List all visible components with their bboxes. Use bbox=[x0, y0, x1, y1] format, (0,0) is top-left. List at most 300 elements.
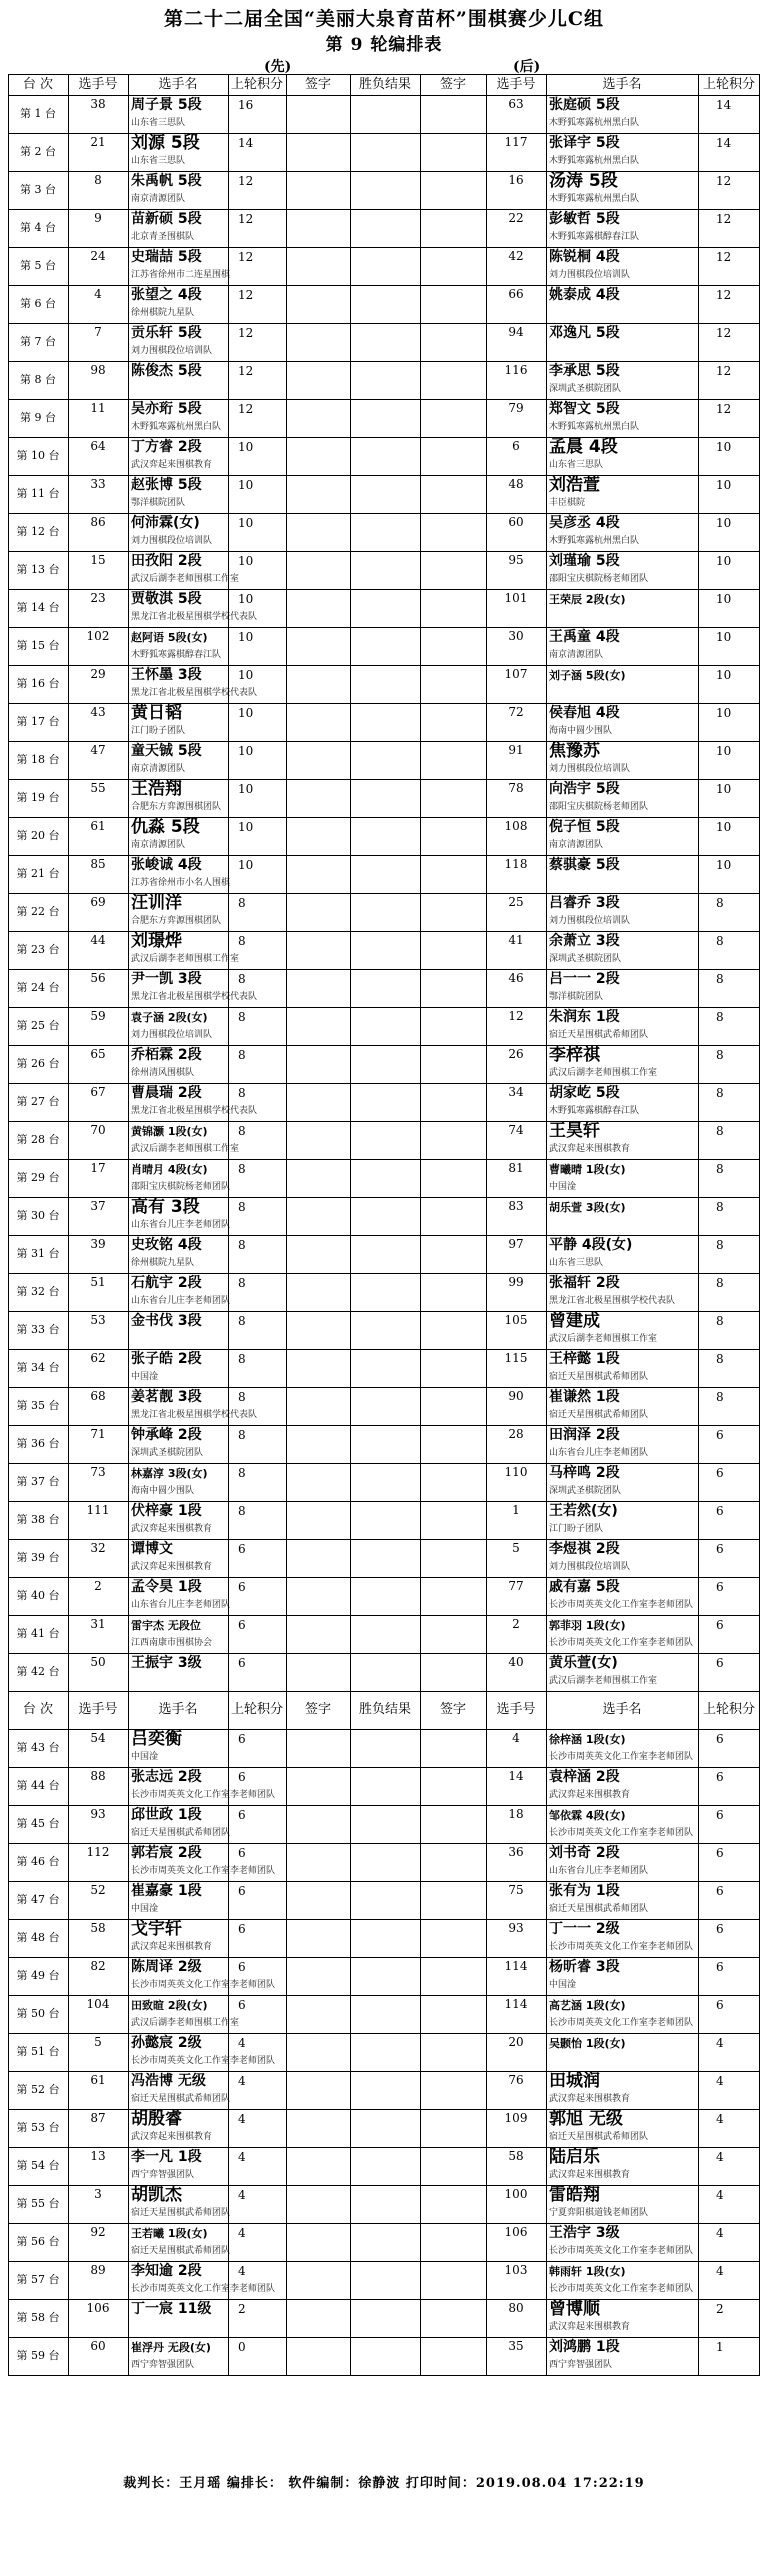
right-signature-box[interactable] bbox=[420, 2223, 486, 2261]
left-player-number: 69 bbox=[90, 895, 106, 909]
right-player-team: 木野狐寒露杭州黑白队 bbox=[549, 194, 640, 204]
left-signature-box[interactable] bbox=[286, 1463, 350, 1501]
left-player-name: 冯浩博 无级 bbox=[131, 2073, 206, 2089]
result-box[interactable] bbox=[350, 1235, 420, 1273]
right-signature-box[interactable] bbox=[420, 475, 486, 513]
left-last-score: 14 bbox=[238, 136, 254, 150]
right-signature-box[interactable] bbox=[420, 627, 486, 665]
right-player-team: 武汉后湖李老师围棋工作室 bbox=[549, 1334, 658, 1344]
left-signature-box[interactable] bbox=[286, 399, 350, 437]
result-box[interactable] bbox=[350, 171, 420, 209]
board-number: 第 23 台 bbox=[16, 943, 60, 956]
left-signature-box[interactable] bbox=[286, 893, 350, 931]
right-signature-box[interactable] bbox=[420, 133, 486, 171]
left-signature-box[interactable] bbox=[286, 475, 350, 513]
right-player-team: 武汉弈起来围棋教育 bbox=[549, 2170, 631, 2180]
result-box[interactable] bbox=[350, 209, 420, 247]
result-box[interactable] bbox=[350, 893, 420, 931]
left-signature-box[interactable] bbox=[286, 361, 350, 399]
left-player-number: 39 bbox=[90, 1237, 106, 1251]
left-signature-box[interactable] bbox=[286, 1767, 350, 1805]
right-signature-box[interactable] bbox=[420, 1957, 486, 1995]
result-box[interactable] bbox=[350, 1121, 420, 1159]
result-box[interactable] bbox=[350, 779, 420, 817]
left-player-name: 胡凯杰 bbox=[131, 2185, 182, 2205]
left-player-name: 石航宇 2段 bbox=[131, 1275, 202, 1291]
right-signature-box[interactable] bbox=[420, 779, 486, 817]
right-signature-box[interactable] bbox=[420, 437, 486, 475]
left-last-score: 10 bbox=[238, 478, 254, 492]
left-signature-box[interactable] bbox=[286, 1729, 350, 1767]
left-signature-box[interactable] bbox=[286, 1501, 350, 1539]
left-signature-box[interactable] bbox=[286, 1539, 350, 1577]
left-player-name: 黄锦灏 1段(女) bbox=[131, 1125, 208, 1138]
right-signature-box[interactable] bbox=[420, 323, 486, 361]
right-signature-box[interactable] bbox=[420, 247, 486, 285]
left-signature-box[interactable] bbox=[286, 1235, 350, 1273]
right-signature-box[interactable] bbox=[420, 399, 486, 437]
left-player-name: 贾敬淇 5段 bbox=[131, 591, 202, 607]
left-player-name: 周子景 5段 bbox=[131, 97, 202, 113]
left-player-number: 38 bbox=[90, 97, 106, 111]
left-player-name: 赵阿语 5段(女) bbox=[131, 631, 208, 644]
left-signature-box[interactable] bbox=[286, 95, 350, 133]
right-signature-box[interactable] bbox=[420, 1273, 486, 1311]
right-player-team: 长沙市周英英文化工作室李老师团队 bbox=[549, 1600, 694, 1610]
right-signature-box[interactable] bbox=[420, 209, 486, 247]
left-signature-box[interactable] bbox=[286, 1197, 350, 1235]
result-box[interactable] bbox=[350, 1273, 420, 1311]
left-signature-box[interactable] bbox=[286, 513, 350, 551]
right-player-team: 山东省三思队 bbox=[549, 460, 604, 470]
left-player-number: 23 bbox=[90, 591, 106, 605]
result-box[interactable] bbox=[350, 1729, 420, 1767]
right-player-name: 雷皓翔 bbox=[549, 2185, 600, 2205]
right-signature-box[interactable] bbox=[420, 1197, 486, 1235]
left-signature-box[interactable] bbox=[286, 1311, 350, 1349]
left-signature-box[interactable] bbox=[286, 1121, 350, 1159]
left-player-team: 木野狐寒露杭州黑白队 bbox=[131, 422, 222, 432]
left-player-name: 陈周译 2级 bbox=[131, 1959, 202, 1975]
right-signature-box[interactable] bbox=[420, 1881, 486, 1919]
board-number: 第 17 台 bbox=[16, 715, 60, 728]
result-box[interactable] bbox=[350, 2109, 420, 2147]
left-last-score: 6 bbox=[238, 1656, 246, 1670]
header-sign: 签字 bbox=[304, 77, 331, 92]
right-signature-box[interactable] bbox=[420, 1501, 486, 1539]
left-signature-box[interactable] bbox=[286, 1273, 350, 1311]
right-signature-box[interactable] bbox=[420, 817, 486, 855]
right-signature-box[interactable] bbox=[420, 551, 486, 589]
result-box[interactable] bbox=[350, 1083, 420, 1121]
result-box[interactable] bbox=[350, 1045, 420, 1083]
right-player-name: 李承思 5段 bbox=[549, 363, 620, 379]
right-player-number: 18 bbox=[508, 1807, 524, 1821]
result-box[interactable] bbox=[350, 1957, 420, 1995]
left-player-name: 乔栢霖 2段 bbox=[131, 1047, 202, 1063]
left-signature-box[interactable] bbox=[286, 627, 350, 665]
left-player-team: 长沙市周英英文化工作室李老师团队 bbox=[131, 2284, 276, 2294]
result-box[interactable] bbox=[350, 361, 420, 399]
result-box[interactable] bbox=[350, 2337, 420, 2375]
left-signature-box[interactable] bbox=[286, 589, 350, 627]
right-player-team: 长沙市周英英文化工作室李老师团队 bbox=[549, 1638, 694, 1648]
board-number: 第 49 台 bbox=[16, 1969, 60, 1982]
right-signature-box[interactable] bbox=[420, 2261, 486, 2299]
left-signature-box[interactable] bbox=[286, 1957, 350, 1995]
right-signature-box[interactable] bbox=[420, 1083, 486, 1121]
right-last-score: 12 bbox=[716, 402, 732, 416]
right-signature-box[interactable] bbox=[420, 1045, 486, 1083]
left-signature-box[interactable] bbox=[286, 171, 350, 209]
right-signature-box[interactable] bbox=[420, 1767, 486, 1805]
left-signature-box[interactable] bbox=[286, 2147, 350, 2185]
result-box[interactable] bbox=[350, 2033, 420, 2071]
right-player-number: 78 bbox=[508, 781, 524, 795]
right-signature-box[interactable] bbox=[420, 2185, 486, 2223]
result-box[interactable] bbox=[350, 817, 420, 855]
right-signature-box[interactable] bbox=[420, 513, 486, 551]
result-box[interactable] bbox=[350, 133, 420, 171]
result-box[interactable] bbox=[350, 475, 420, 513]
right-player-team bbox=[549, 308, 697, 320]
left-player-team: 山东省台儿庄李老师团队 bbox=[131, 1220, 231, 1230]
board-number: 第 27 台 bbox=[16, 1095, 60, 1108]
right-player-number: 41 bbox=[508, 933, 524, 947]
board-number: 第 25 台 bbox=[16, 1019, 60, 1032]
left-player-number: 92 bbox=[90, 2225, 106, 2239]
right-last-score: 10 bbox=[716, 782, 732, 796]
left-signature-box[interactable] bbox=[286, 133, 350, 171]
left-signature-box[interactable] bbox=[286, 703, 350, 741]
right-signature-box[interactable] bbox=[420, 1539, 486, 1577]
right-signature-box[interactable] bbox=[420, 1919, 486, 1957]
left-player-number: 87 bbox=[90, 2111, 106, 2125]
result-box[interactable] bbox=[350, 247, 420, 285]
left-player-name: 李一凡 1段 bbox=[131, 2149, 202, 2165]
right-signature-box[interactable] bbox=[420, 1387, 486, 1425]
right-player-team bbox=[549, 878, 697, 890]
left-last-score: 8 bbox=[238, 1048, 246, 1062]
right-player-number: 99 bbox=[508, 1275, 524, 1289]
result-box[interactable] bbox=[350, 1653, 420, 1691]
left-player-name: 王浩翔 bbox=[131, 779, 182, 799]
result-box[interactable] bbox=[350, 1349, 420, 1387]
left-signature-box[interactable] bbox=[286, 1387, 350, 1425]
result-box[interactable] bbox=[350, 285, 420, 323]
left-signature-box[interactable] bbox=[286, 247, 350, 285]
left-signature-box[interactable] bbox=[286, 2261, 350, 2299]
result-box[interactable] bbox=[350, 1767, 420, 1805]
right-signature-box[interactable] bbox=[420, 1425, 486, 1463]
board-number: 第 44 台 bbox=[16, 1779, 60, 1792]
right-player-team: 武汉后湖李老师围棋工作室 bbox=[549, 1676, 658, 1686]
column-separator bbox=[759, 74, 760, 2375]
left-signature-box[interactable] bbox=[286, 1881, 350, 1919]
right-signature-box[interactable] bbox=[420, 2147, 486, 2185]
left-signature-box[interactable] bbox=[286, 1995, 350, 2033]
right-signature-box[interactable] bbox=[420, 589, 486, 627]
result-box[interactable] bbox=[350, 399, 420, 437]
left-last-score: 12 bbox=[238, 364, 254, 378]
left-signature-box[interactable] bbox=[286, 285, 350, 323]
result-box[interactable] bbox=[350, 2299, 420, 2337]
left-signature-box[interactable] bbox=[286, 2299, 350, 2337]
result-box[interactable] bbox=[350, 1577, 420, 1615]
left-signature-box[interactable] bbox=[286, 551, 350, 589]
right-last-score: 12 bbox=[716, 212, 732, 226]
right-player-team: 西宁弈智强团队 bbox=[549, 2360, 613, 2370]
result-box[interactable] bbox=[350, 1311, 420, 1349]
result-box[interactable] bbox=[350, 1843, 420, 1881]
result-box[interactable] bbox=[350, 1805, 420, 1843]
result-box[interactable] bbox=[350, 323, 420, 361]
board-number: 第 5 台 bbox=[20, 259, 56, 272]
left-signature-box[interactable] bbox=[286, 931, 350, 969]
right-player-number: 72 bbox=[508, 705, 524, 719]
result-box[interactable] bbox=[350, 1387, 420, 1425]
result-box[interactable] bbox=[350, 931, 420, 969]
left-signature-box[interactable] bbox=[286, 209, 350, 247]
right-player-name: 刘书奇 2段 bbox=[549, 1845, 620, 1861]
right-last-score: 1 bbox=[716, 2340, 724, 2354]
right-player-team: 宁夏弈阳棋道钱老师团队 bbox=[549, 2208, 649, 2218]
right-player-name: 李煜祺 2段 bbox=[549, 1541, 620, 1557]
right-signature-box[interactable] bbox=[420, 665, 486, 703]
result-box[interactable] bbox=[350, 1425, 420, 1463]
board-number: 第 1 台 bbox=[20, 107, 56, 120]
right-player-name: 邓逸凡 5段 bbox=[549, 325, 620, 341]
left-player-number: 104 bbox=[86, 1997, 110, 2011]
right-signature-box[interactable] bbox=[420, 1577, 486, 1615]
right-last-score: 6 bbox=[716, 1922, 724, 1936]
left-signature-box[interactable] bbox=[286, 1349, 350, 1387]
result-box[interactable] bbox=[350, 1007, 420, 1045]
result-box[interactable] bbox=[350, 2261, 420, 2299]
right-signature-box[interactable] bbox=[420, 2071, 486, 2109]
left-signature-box[interactable] bbox=[286, 437, 350, 475]
result-box[interactable] bbox=[350, 1197, 420, 1235]
result-box[interactable] bbox=[350, 1881, 420, 1919]
right-signature-box[interactable] bbox=[420, 969, 486, 1007]
right-signature-box[interactable] bbox=[420, 1235, 486, 1273]
board-number: 第 16 台 bbox=[16, 677, 60, 690]
result-box[interactable] bbox=[350, 589, 420, 627]
repeat-header-player-name: 选手名 bbox=[602, 1702, 642, 1717]
right-last-score: 6 bbox=[716, 1732, 724, 1746]
right-player-name: 韩雨轩 1段(女) bbox=[549, 2265, 626, 2278]
right-player-name: 彭敏哲 5段 bbox=[549, 211, 620, 227]
right-signature-box[interactable] bbox=[420, 703, 486, 741]
left-signature-box[interactable] bbox=[286, 1577, 350, 1615]
left-signature-box[interactable] bbox=[286, 1045, 350, 1083]
right-last-score: 12 bbox=[716, 364, 732, 378]
left-player-number: 44 bbox=[90, 933, 106, 947]
left-last-score: 6 bbox=[238, 1732, 246, 1746]
left-player-team: 南京清源团队 bbox=[131, 194, 186, 204]
right-signature-box[interactable] bbox=[420, 855, 486, 893]
result-box[interactable] bbox=[350, 1539, 420, 1577]
left-signature-box[interactable] bbox=[286, 2033, 350, 2071]
right-signature-box[interactable] bbox=[420, 1159, 486, 1197]
left-player-name: 钟承峰 2段 bbox=[131, 1427, 202, 1443]
right-player-team: 邵阳宝庆棋院杨老师团队 bbox=[549, 802, 649, 812]
result-box[interactable] bbox=[350, 2147, 420, 2185]
result-box[interactable] bbox=[350, 1501, 420, 1539]
board-number: 第 30 台 bbox=[16, 1209, 60, 1222]
right-player-name: 王昊轩 bbox=[549, 1121, 600, 1141]
left-signature-box[interactable] bbox=[286, 1653, 350, 1691]
left-player-number: 52 bbox=[90, 1883, 106, 1897]
left-signature-box[interactable] bbox=[286, 1615, 350, 1653]
right-last-score: 4 bbox=[716, 2112, 724, 2126]
right-signature-box[interactable] bbox=[420, 1805, 486, 1843]
result-box[interactable] bbox=[350, 1919, 420, 1957]
right-signature-box[interactable] bbox=[420, 361, 486, 399]
left-signature-box[interactable] bbox=[286, 1159, 350, 1197]
left-player-team: 中国淦 bbox=[131, 1752, 159, 1762]
right-signature-box[interactable] bbox=[420, 1615, 486, 1653]
result-box[interactable] bbox=[350, 1159, 420, 1197]
right-signature-box[interactable] bbox=[420, 1121, 486, 1159]
left-last-score: 10 bbox=[238, 668, 254, 682]
right-signature-box[interactable] bbox=[420, 2033, 486, 2071]
result-box[interactable] bbox=[350, 627, 420, 665]
result-box[interactable] bbox=[350, 437, 420, 475]
left-signature-box[interactable] bbox=[286, 1083, 350, 1121]
result-box[interactable] bbox=[350, 2223, 420, 2261]
left-last-score: 4 bbox=[238, 2074, 246, 2088]
left-signature-box[interactable] bbox=[286, 1007, 350, 1045]
result-box[interactable] bbox=[350, 1463, 420, 1501]
board-number: 第 36 台 bbox=[16, 1437, 60, 1450]
right-signature-box[interactable] bbox=[420, 1653, 486, 1691]
board-number: 第 59 台 bbox=[16, 2349, 60, 2362]
result-box[interactable] bbox=[350, 1615, 420, 1653]
board-number: 第 2 台 bbox=[20, 145, 56, 158]
right-signature-box[interactable] bbox=[420, 1995, 486, 2033]
left-player-number: 11 bbox=[90, 401, 106, 415]
result-box[interactable] bbox=[350, 513, 420, 551]
right-signature-box[interactable] bbox=[420, 1007, 486, 1045]
left-signature-box[interactable] bbox=[286, 969, 350, 1007]
board-number: 第 47 台 bbox=[16, 1893, 60, 1906]
right-signature-box[interactable] bbox=[420, 171, 486, 209]
right-signature-box[interactable] bbox=[420, 2109, 486, 2147]
right-player-number: 30 bbox=[508, 629, 524, 643]
left-signature-box[interactable] bbox=[286, 1805, 350, 1843]
right-player-name: 侯春旭 4段 bbox=[549, 705, 620, 721]
board-number: 第 6 台 bbox=[20, 297, 56, 310]
result-box[interactable] bbox=[350, 2071, 420, 2109]
right-player-number: 5 bbox=[512, 1541, 520, 1555]
left-signature-box[interactable] bbox=[286, 741, 350, 779]
right-signature-box[interactable] bbox=[420, 1729, 486, 1767]
board-number: 第 53 台 bbox=[16, 2121, 60, 2134]
left-signature-box[interactable] bbox=[286, 2185, 350, 2223]
right-signature-box[interactable] bbox=[420, 2299, 486, 2337]
right-signature-box[interactable] bbox=[420, 931, 486, 969]
right-player-number: 75 bbox=[508, 1883, 524, 1897]
left-last-score: 8 bbox=[238, 1428, 246, 1442]
left-signature-box[interactable] bbox=[286, 2337, 350, 2375]
left-player-number: 17 bbox=[90, 1161, 106, 1175]
right-signature-box[interactable] bbox=[420, 1843, 486, 1881]
left-player-number: 51 bbox=[90, 1275, 106, 1289]
left-signature-box[interactable] bbox=[286, 817, 350, 855]
right-last-score: 10 bbox=[716, 630, 732, 644]
board-number: 第 43 台 bbox=[16, 1741, 60, 1754]
first-player-marker: (先) bbox=[264, 59, 292, 75]
left-player-team: 刘力围棋段位培训队 bbox=[131, 1030, 213, 1040]
result-box[interactable] bbox=[350, 1995, 420, 2033]
result-box[interactable] bbox=[350, 969, 420, 1007]
right-last-score: 10 bbox=[716, 554, 732, 568]
result-box[interactable] bbox=[350, 741, 420, 779]
right-player-number: 1 bbox=[512, 1503, 520, 1517]
left-player-team: 合肥东方弈源围棋团队 bbox=[131, 916, 222, 926]
left-player-team: 武汉后湖李老师围棋工作室 bbox=[131, 2018, 240, 2028]
right-signature-box[interactable] bbox=[420, 1463, 486, 1501]
left-signature-box[interactable] bbox=[286, 855, 350, 893]
left-player-number: 61 bbox=[90, 2073, 106, 2087]
right-player-name: 焦豫苏 bbox=[549, 741, 600, 761]
right-signature-box[interactable] bbox=[420, 2337, 486, 2375]
result-box[interactable] bbox=[350, 95, 420, 133]
left-signature-box[interactable] bbox=[286, 1919, 350, 1957]
right-signature-box[interactable] bbox=[420, 741, 486, 779]
right-player-number: 34 bbox=[508, 1085, 524, 1099]
left-signature-box[interactable] bbox=[286, 1843, 350, 1881]
right-player-number: 114 bbox=[504, 1997, 528, 2011]
right-player-number: 74 bbox=[508, 1123, 524, 1137]
board-number: 第 33 台 bbox=[16, 1323, 60, 1336]
left-signature-box[interactable] bbox=[286, 665, 350, 703]
right-last-score: 4 bbox=[716, 2264, 724, 2278]
right-player-team: 长沙市周英英文化工作室李老师团队 bbox=[549, 1752, 694, 1762]
right-last-score: 4 bbox=[716, 2074, 724, 2088]
left-signature-box[interactable] bbox=[286, 2071, 350, 2109]
column-separator bbox=[546, 74, 547, 2375]
left-player-team: 武汉后湖李老师围棋工作室 bbox=[131, 574, 240, 584]
result-box[interactable] bbox=[350, 665, 420, 703]
left-last-score: 10 bbox=[238, 554, 254, 568]
result-box[interactable] bbox=[350, 855, 420, 893]
right-player-number: 95 bbox=[508, 553, 524, 567]
right-signature-box[interactable] bbox=[420, 1349, 486, 1387]
right-signature-box[interactable] bbox=[420, 95, 486, 133]
left-player-number: 8 bbox=[94, 173, 102, 187]
left-player-team: 合肥东方弈源围棋团队 bbox=[131, 802, 222, 812]
right-signature-box[interactable] bbox=[420, 1311, 486, 1349]
left-player-name: 田孜阳 2段 bbox=[131, 553, 202, 569]
left-signature-box[interactable] bbox=[286, 1425, 350, 1463]
left-last-score: 6 bbox=[238, 1618, 246, 1632]
left-signature-box[interactable] bbox=[286, 323, 350, 361]
left-last-score: 10 bbox=[238, 782, 254, 796]
left-signature-box[interactable] bbox=[286, 779, 350, 817]
result-box[interactable] bbox=[350, 551, 420, 589]
left-signature-box[interactable] bbox=[286, 2109, 350, 2147]
result-box[interactable] bbox=[350, 2185, 420, 2223]
left-signature-box[interactable] bbox=[286, 2223, 350, 2261]
left-last-score: 0 bbox=[238, 2340, 246, 2354]
right-last-score: 8 bbox=[716, 1276, 724, 1290]
right-signature-box[interactable] bbox=[420, 285, 486, 323]
right-player-number: 117 bbox=[504, 135, 528, 149]
right-signature-box[interactable] bbox=[420, 893, 486, 931]
result-box[interactable] bbox=[350, 703, 420, 741]
